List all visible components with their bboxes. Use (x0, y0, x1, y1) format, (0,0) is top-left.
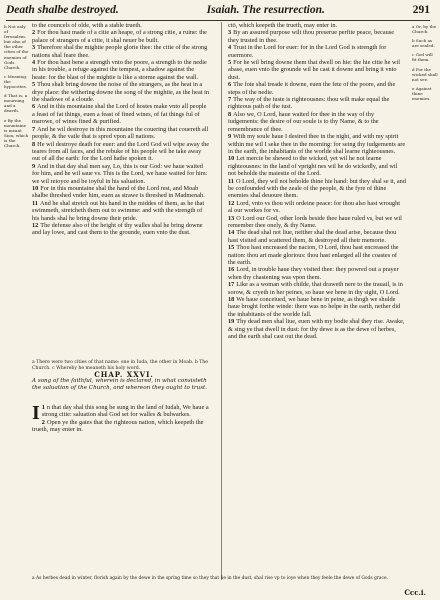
verse-text: For he wil bring downe them that dwell on hie: the hie citie he wil abase, euen vnto the grounde wil he cast it downe and bring it vnto dust. (228, 59, 400, 81)
margin-note: b Such as are sealed. (412, 38, 435, 49)
verse-number: 10 (228, 155, 235, 163)
margin-note: e By the mountaine is meant Sion, which is the Church. (4, 117, 29, 148)
verse-text: And he wil destroye in this mountaine the couering that couereth all people, & the vaile that is spred vpon all nations. (32, 125, 209, 141)
left-footnote: a There were two cities of that name: one in Iuda, the other in Moab. b The Church. c Whereby he meaneth his holy word. (32, 360, 208, 371)
verse-number: 18 (228, 296, 235, 304)
verse (228, 281, 406, 296)
verse-number: 9 (32, 162, 36, 170)
margin-note: c Meaning, the hypocrites. (4, 73, 28, 90)
verse (228, 244, 406, 266)
verse-number: 9 (228, 133, 232, 141)
verse (32, 163, 210, 185)
verse (228, 133, 406, 155)
verse (228, 59, 406, 81)
verse-number: 6 (228, 81, 232, 89)
chapter-verses (32, 404, 216, 434)
running-header (6, 4, 430, 20)
verse-number: 15 (228, 244, 235, 252)
verse-text: For thou hast bene a strength vnto the poore, a strength to the nedie in his trouble, a refuge against the tempest, a shadow against the heate: for the blast of the mightie is like a storme against the wall. (32, 59, 207, 81)
verse (228, 44, 406, 59)
verse-text: Like as a woman with childe, that draweth nere to the trauail, is in sorow, & cryeth in her peines, so haue we bene in thy sight, O Lord. (228, 281, 403, 296)
margin-note: e Against thine enemies. (412, 85, 432, 102)
verse (228, 29, 406, 44)
verse (228, 200, 406, 215)
verse-text: Also we, O Lord, haue waited for thee in the way of thy iudgements: the desire of our soule is to thy Name, & to the remembrance of thee. (228, 110, 379, 133)
verse-number: 17 (228, 281, 235, 289)
verse-text: Open ye the gates that the righteous nation, which keepeth the trueth, may enter in. (32, 418, 204, 434)
left-text-column (32, 22, 210, 237)
verse-text: n that day shal this song be sung in the land of Iudah, We haue a strong citie: saluation shal God set for walles & bulwarkes. (41, 404, 209, 419)
verse-number: 1 (41, 404, 45, 411)
verse-number: 10 (32, 184, 39, 192)
header-left-title: Death shalbe destroyed. (6, 4, 119, 16)
verse-number: 13 (228, 214, 235, 222)
verse-text: to the councels of olde, with a stable trueth. (32, 22, 142, 29)
verse (228, 81, 406, 96)
margin-note: d For the wicked shall not see. (412, 66, 438, 82)
header-rule (6, 20, 430, 21)
verse-text: With my soule haue I desired thee in the night, and with my spirit within me wil I seke thee in the morning: for seing thy iudgements are in the earth, the inhabitants of the worlde shal learne righteousnes. (228, 133, 406, 155)
column-divider (221, 22, 222, 580)
verse-text: Lord, in trouble haue they visited thee: they powred out a prayer when thy chastening was vpon them. (228, 266, 399, 281)
margin-note: d That is, a mourning and a dearth. (4, 93, 28, 114)
verse (228, 229, 406, 244)
verse-text: And he shal stretch out his hand in the middes of them, as he that swimmeth, stretcheth them out to swimme: and with the strength of his hands shal he bring downe their pride. (32, 199, 205, 222)
verse-text: O Lord our God, other lords beside thee haue ruled vs, but we wil remember thee onely, & thy Name. (228, 214, 402, 229)
verse-number: 6 (32, 103, 36, 111)
verse (32, 185, 210, 200)
verse (228, 111, 406, 133)
verse-number: 8 (228, 110, 232, 118)
verse-text: Thou shalt bring downe the noise of the strangers, as the heat in a drye place: the withering downe the song of the mightie, as the heat in the shadowe of a cloude. (32, 81, 209, 104)
margin-note: c God will fit them. (412, 52, 433, 63)
verse (228, 22, 406, 29)
verse (32, 103, 210, 125)
verse-text: And in this mountaine shal the Lord of hostes make vnto all people a feast of fat things, euen a feast of fined wines, of fat things ful of marowe, of wines fined & purified. (32, 103, 207, 126)
verse (32, 222, 210, 237)
verse (32, 81, 210, 103)
right-text-column (228, 22, 406, 340)
verse-number: 4 (32, 59, 36, 67)
verse (32, 419, 216, 434)
verse (228, 296, 406, 318)
verse-number: 8 (32, 140, 36, 148)
chapter-summary: A song of the faithful, wherein is declared, in what consisteth the saluation of the Church, and whereon they ought to trust. (32, 378, 208, 391)
verse (32, 59, 210, 81)
verse (32, 22, 210, 29)
verse (228, 215, 406, 230)
verse-number: 12 (228, 199, 235, 207)
margin-note: b Not only of Ierusalem, but also of the other cities of the enemies of Gods Church. (4, 24, 29, 70)
verse-text: For in this mountaine shal the hand of the Lord rest, and Moab shalbe threshed vnder him, euen as strawe is threshed in Madmenah. (32, 184, 205, 200)
verse-text: Thy dead men shal liue, euen with my bodie shal they rise. Awake, & sing ye that dwell in dust: for thy dewe is as the dewe of herbes, and the earth shal cast out the dead. (228, 318, 405, 341)
verse-text: Therefore shal the mightie people glorie thee: the citie of the strong nations shal feare thee. (32, 44, 208, 59)
verse (228, 318, 406, 340)
margin-note: a Or, by the Church. (412, 24, 437, 35)
verse-text: The dead shal not liue, neither shal the dead arise, because thou hast visited and scattered them, & destroyed all their memorie. (228, 229, 397, 244)
page-number: 291 (412, 4, 430, 16)
verse-number: 11 (32, 199, 38, 207)
verse-text: He wil destroye death for euer: and the Lord God wil wipe away the teares from all faces, and the rebuke of his people wil he take away out of all the earth: for the Lord hathe spoken it. (32, 140, 210, 163)
verse-text: And in that day shal men say, Lo, this is our God: we haue waited for him, and he wil saue vs. This is the Lord, we haue waited for him: we wil reioyce and be ioyful in his saluation. (32, 162, 208, 185)
verse-number: 3 (32, 44, 36, 52)
chapter-heading: CHAP. XXVI. (94, 370, 154, 379)
left-margin-notes (4, 24, 30, 152)
verse-number: 5 (228, 59, 232, 67)
verse (228, 178, 406, 200)
right-margin-notes (412, 24, 438, 105)
verse-text: The fote shal treade it downe, euen the fete of the poore, and the steps of the nedie. (228, 81, 396, 96)
bottom-footnote: a As herbes dead in winter, florish again by the dewe in the spring time so they that lie in the dust, shal rise vp to ioye when they feele the dewe of Gods grace. (32, 576, 388, 581)
verse (228, 96, 406, 111)
verse-text: The way of the iuste is righteousnes: thou wilt make equal the righteous path of the iust. (228, 96, 390, 111)
verse (32, 29, 210, 44)
verse (228, 266, 406, 281)
verse-number: 5 (32, 81, 36, 89)
verse (32, 404, 216, 419)
verse-number: 3 (228, 29, 232, 37)
verse-text: Lord, vnto vs thou wilt ordeine peace: for thou also hast wrought al our workes for vs. (228, 199, 400, 215)
verse-text: Trust in the Lord for euer: for in the Lord God is strength for euermore. (228, 44, 387, 59)
verse-text: For thou hast made of a citie an heape, of a strong citie, a ruine: the palace of strangers of a citie, it shal neuer be built. (32, 29, 207, 44)
verse-number: 11 (228, 177, 234, 185)
verse-number: 12 (32, 221, 39, 229)
verse-number: 7 (32, 125, 36, 133)
verse-number: 7 (228, 96, 232, 104)
verse-text: We haue conceiued, we haue bene in peine, as thogh we shulde haue broght forthe winde: there was no helpe in the earth, nether did the inhabitants of the worlde fall. (228, 296, 401, 318)
verse (32, 126, 210, 141)
drop-cap: I (32, 402, 40, 424)
verse (32, 44, 210, 59)
verse-text: The defense also of the height of thy walles shal he bring downe and lay lowe, and cast them to the grounde, euen vnto the dust. (32, 221, 203, 237)
verse-number: 16 (228, 266, 235, 274)
verse-text: ctō, which keepeth the trueth, may enter in. (228, 22, 338, 29)
verse-text: O Lord, they wil not beholde thine hie hand: but they shal se it, and be confounded with the zeale of the people, & the fyre of thine enemies shal deuoure them. (228, 177, 406, 200)
catchword: Ccc.i. (404, 588, 426, 597)
verse-number: 2 (32, 29, 36, 37)
header-center-title: Isaiah. The resurrection. (206, 4, 325, 16)
verse-number: 4 (228, 44, 232, 52)
verse-text: Let mercie be shewed to the wicked, yet wil he not learne righteousnes: in the land of vpright nes wil he do wickedly, and wil not beholde the maiestie of the Lord. (228, 155, 398, 178)
verse (32, 141, 210, 163)
verse-number: 19 (228, 318, 235, 326)
verse-number: 14 (228, 229, 235, 237)
verse (228, 155, 406, 177)
verse-number: 2 (41, 418, 45, 426)
verse (32, 200, 210, 222)
verse-text: Thou hast encreased the nacion, O Lord, thou hast encreased the nation: thou art made glorious: thou hast enlarged all the coastes of the earth. (228, 244, 399, 266)
verse-text: By an assured purpose wilt thou preserue perfite peace, because they trusted in thee. (228, 29, 395, 44)
